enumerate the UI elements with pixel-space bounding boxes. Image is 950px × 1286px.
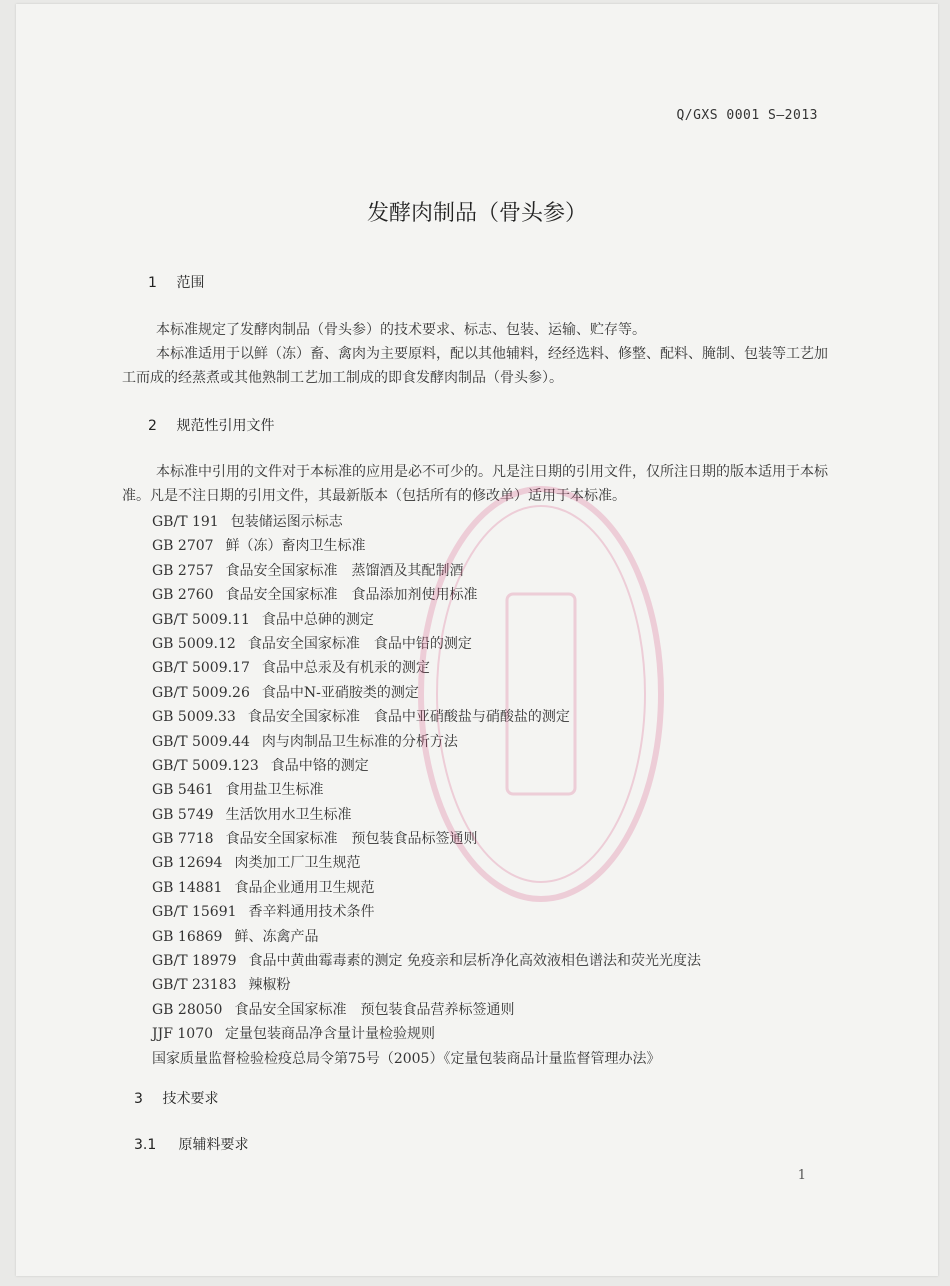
reference-code: GB 5749 xyxy=(152,806,214,823)
reference-code: GB/T 23183 xyxy=(152,977,237,994)
section-title: 范围 xyxy=(176,275,205,291)
section-2-heading xyxy=(148,415,274,435)
reference-item xyxy=(152,705,852,729)
reference-name: 食品企业通用卫生规范 xyxy=(234,879,375,896)
reference-code: GB 2760 xyxy=(152,587,214,604)
reference-name: 肉类加工厂卫生规范 xyxy=(234,855,361,872)
reference-code: GB/T 18979 xyxy=(152,953,237,970)
reference-name: 香辛料通用技术条件 xyxy=(248,904,375,921)
reference-code: GB 2707 xyxy=(152,538,214,555)
reference-item xyxy=(152,534,852,558)
scope-paragraph-1: 本标准规定了发酵肉制品（骨头参）的技术要求、标志、包装、运输、贮存等。 xyxy=(156,322,646,338)
reference-code: GB/T 5009.44 xyxy=(152,733,250,750)
standard-code: Q/GXS 0001 S—2013 xyxy=(676,108,818,123)
reference-code: GB/T 5009.123 xyxy=(152,757,259,774)
reference-name: 食用盐卫生标准 xyxy=(225,782,324,799)
reference-code: GB 2757 xyxy=(152,562,214,579)
reference-name: 食品中黄曲霉毒素的测定 免疫亲和层析净化高效液相色谱法和荧光光度法 xyxy=(248,953,701,970)
reference-name: 生活饮用水卫生标准 xyxy=(225,806,352,823)
reference-name: 食品安全国家标准 预包装食品标签通则 xyxy=(225,831,478,848)
reference-item xyxy=(152,559,852,583)
reference-code: JJF 1070 xyxy=(152,1026,214,1043)
reference-code: GB 7718 xyxy=(152,831,214,848)
reference-code: GB 12694 xyxy=(152,855,223,872)
reference-item xyxy=(152,851,852,875)
reference-name: 辣椒粉 xyxy=(248,977,291,994)
reference-name: 食品中总汞及有机汞的测定 xyxy=(261,660,430,677)
reference-item xyxy=(152,681,852,705)
reference-name: 食品安全国家标准 食品添加剂使用标准 xyxy=(225,587,478,604)
reference-name: 鲜、冻禽产品 xyxy=(234,928,319,945)
reference-item xyxy=(152,1022,852,1046)
reference-code: GB 5009.12 xyxy=(152,635,236,652)
reference-item xyxy=(152,754,852,778)
section-title: 技术要求 xyxy=(162,1091,219,1107)
scope-paragraph-2: 本标准适用于以鲜（冻）畜、禽肉为主要原料，配以其他辅料，经经选料、修整、配料、腌制、包装等工艺加工而成的经蒸煮或其他熟制工艺加工制成的即食发酵肉制品（骨头参）。 xyxy=(122,346,828,386)
reference-item xyxy=(152,730,852,754)
reference-item xyxy=(152,949,852,973)
reference-code: GB 14881 xyxy=(152,879,223,896)
reference-item xyxy=(152,632,852,656)
reference-item xyxy=(152,583,852,607)
reference-item xyxy=(152,803,852,827)
reference-item xyxy=(152,656,852,680)
reference-name: 食品中N-亚硝胺类的测定 xyxy=(261,684,419,701)
reference-code: GB/T 5009.17 xyxy=(152,660,250,677)
reference-code: GB/T 5009.26 xyxy=(152,684,250,701)
reference-item xyxy=(152,925,852,949)
reference-name: 国家质量监督检验检疫总局令第75号（2005）《定量包装商品计量监督管理办法》 xyxy=(152,1050,661,1067)
reference-item xyxy=(152,608,852,632)
reference-code: GB/T 15691 xyxy=(152,904,237,921)
document-title: 发酵肉制品（骨头参） xyxy=(366,201,587,226)
reference-name: 食品安全国家标准 食品中亚硝酸盐与硝酸盐的测定 xyxy=(247,709,570,726)
page-number: 1 xyxy=(797,1168,806,1183)
reference-item xyxy=(152,973,852,997)
reference-code: GB/T 191 xyxy=(152,514,219,530)
reference-name: 鲜（冻）畜肉卫生标准 xyxy=(225,538,366,555)
section-number: 1 xyxy=(148,275,157,291)
reference-code: GB 16869 xyxy=(152,928,223,945)
section-number: 2 xyxy=(148,418,157,434)
reference-code: GB/T 5009.11 xyxy=(152,611,250,628)
reference-item xyxy=(152,876,852,900)
section-title: 原辅料要求 xyxy=(178,1137,249,1153)
document-page xyxy=(16,4,938,1276)
section-number: 3 xyxy=(134,1091,143,1107)
reference-name: 食品安全国家标准 食品中铅的测定 xyxy=(247,635,472,652)
reference-item xyxy=(152,827,852,851)
reference-name: 食品中总砷的测定 xyxy=(261,611,374,628)
reference-item xyxy=(152,998,852,1022)
scope-text xyxy=(122,318,832,390)
section-3-heading xyxy=(134,1088,218,1108)
reference-item xyxy=(152,778,852,802)
reference-item xyxy=(152,1047,852,1071)
section-title: 规范性引用文件 xyxy=(176,418,275,434)
reference-name: 肉与肉制品卫生标准的分析方法 xyxy=(261,733,458,750)
section-number: 3.1 xyxy=(134,1137,157,1153)
reference-name: 包装储运图示标志 xyxy=(230,514,343,530)
reference-item xyxy=(152,510,852,534)
reference-list xyxy=(152,510,852,1071)
reference-name: 定量包装商品净含量计量检验规则 xyxy=(225,1026,436,1043)
reference-code: GB 28050 xyxy=(152,1001,223,1018)
reference-name: 食品中铬的测定 xyxy=(270,757,369,774)
reference-item xyxy=(152,900,852,924)
references-intro-paragraph: 本标准中引用的文件对于本标准的应用是必不可少的。凡是注日期的引用文件，仅所注日期的版本适用于本标准。凡是不注日期的引用文件，其最新版本（包括所有的修改单）适用于本标准。 xyxy=(122,464,828,504)
reference-name: 食品安全国家标准 蒸馏酒及其配制酒 xyxy=(225,562,464,579)
references-intro xyxy=(122,460,832,508)
section-1-heading xyxy=(148,272,204,292)
reference-name: 食品安全国家标准 预包装食品营养标签通则 xyxy=(234,1001,515,1018)
reference-code: GB 5009.33 xyxy=(152,709,236,726)
reference-code: GB 5461 xyxy=(152,782,214,799)
section-3-1-heading xyxy=(134,1134,248,1154)
